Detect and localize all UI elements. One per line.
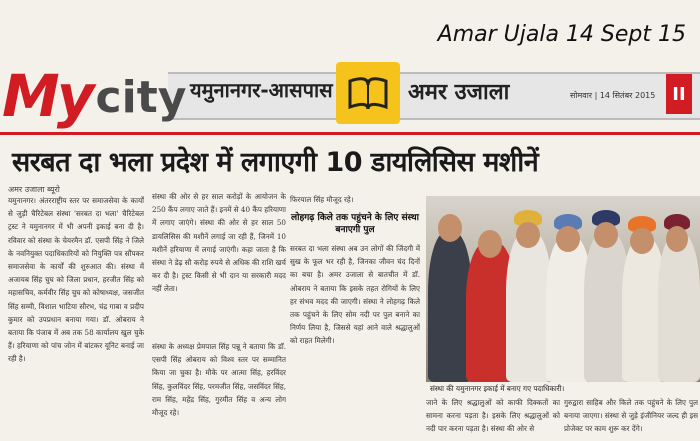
photo-caption: संस्था की यमुनानगर इकाई में बनाए गए पदाधिकारी।	[430, 384, 565, 393]
byline: अमर उजाला ब्यूरो	[8, 185, 60, 194]
article-column-2: संस्था की ओर से हर साल करोड़ों के आयोजन के 250 कैंप लगाए जाते हैं। इनमें से 40 कैंप हरियाणा में लगाए जाएंगे। संस्था की ओर से हर साल 50 डायलिसिस की मशीनें लगाई जा रही हैं, जिनमें 10 मशीनें हरियाणा में लगाई जाएंगी। कहा जाता है कि संस्था ने डेढ़ सौ करोड़ रुपये से अधिक की राशि खर्च कर दी है। ट्रस्ट किसी से भी दान या सरकारी मदद नहीं लेता।	[152, 192, 286, 294]
photo-person-head	[630, 228, 654, 254]
photo-person	[658, 234, 700, 382]
brand-my: My	[2, 62, 92, 130]
region-label: यमुनानगर-आसपास	[190, 78, 333, 102]
brand-city: city	[95, 72, 187, 123]
photo-person-head	[438, 214, 462, 242]
article-column-5: गुरुद्वारा साहिब और किले तक पहुंचने के लिए पुल बनाया जाएगा। संस्था से जुड़े इंजीनियर जल्द ही इस प्रोजेक्ट पर काम शुरू कर देंगे।	[564, 398, 698, 434]
logo-emblem-icon	[346, 73, 390, 113]
photo-person-head	[516, 222, 540, 248]
photo-person-head	[666, 226, 688, 252]
photo-person-head	[594, 222, 618, 248]
page-number: II	[666, 74, 692, 114]
amar-ujala-logo-icon	[336, 62, 400, 124]
photo-person-head	[478, 230, 502, 258]
masthead	[0, 58, 700, 130]
group-photo	[426, 196, 700, 382]
clipping-source-caption: Amar Ujala 14 Sept 15	[437, 22, 686, 47]
sub-headline: लोहगढ़ किले तक पहुंचने के लिए संस्था बनाएगी पुल	[291, 213, 419, 235]
paper-name: अमर उजाला	[408, 80, 510, 105]
masthead-rule	[0, 132, 700, 135]
article-headline: सरबत दा भला प्रदेश में लगाएगी 10 डायलिसिस मशीनें	[12, 147, 539, 178]
mycity-logo	[2, 60, 187, 130]
dateline: सोमवार | 14 सितंबर 2015	[570, 91, 656, 100]
article-column-3: फिरयाल सिंह मौजूद रहे।	[290, 195, 354, 204]
article-column-2-cont: संस्था के अध्यक्ष प्रेमपाल सिंह पन्नू ने बताया कि डॉ. एसपी सिंह ओबराय को विश्व स्तर पर सम्मानित किया जा चुका है। मौके पर आत्मा सिंह, हरविंदर सिंह, कुलविंदर सिंह, परमजीत सिंह, जसविंदर सिंह, राम सिंह, महेंद्र सिंह, गुरमीत सिंह व अन्य लोग मौजूद रहे।	[152, 342, 286, 418]
photo-person-head	[556, 226, 580, 252]
article-column-4: जाने के लिए श्रद्धालुओं को काफी दिक्कतों का सामना करना पड़ता है। इसके लिए श्रद्धालुओं को नदी पार करना पड़ता है। संस्था की ओर से	[426, 398, 560, 434]
article-column-3-cont: सरबत दा भला संस्था अब उन लोगों की जिंदगी में सुख के फूल भर रही है, जिनका जीवन चंद दिनों का बचा है। अमर उजाला से बातचीत में डॉ. ओबराय ने बताया कि इसके तहत रोगियों के लिए हर संभव मदद की जाएगी। संस्था ने लोहगढ़ किले तक पहुंचने के लिए सोम नदी पर पुल बनाने का निर्णय लिया है, जिससे यहां आने वाले श्रद्धालुओं को राहत मिलेगी।	[290, 244, 420, 346]
article-column-1: यमुनानगर। अंतरराष्ट्रीय स्तर पर समाजसेवा के कार्यों से जुड़ी चैरिटेबल संस्था 'सरबत दा भला' चैरिटेबल ट्रस्ट ने यमुनानगर में भी अपनी इकाई बना दी है। रविवार को संस्था के चेयरमैन डॉ. एसपी सिंह ने जिले के नवनियुक्त पदाधिकारियों को नियुक्ति पत्र सौंपकर समाजसेवा के कार्यों की शुरुआत की। संस्था में अजायब सिंह चुघ को जिला प्रधान, हरजीत सिंह को महासचिव, कर्मवीर सिंह चुघ को कोषाध्यक्ष, जसजीत सिंह सम्मी, विशाल भाटिया सौरभ, चंद्र गाबा व प्रदीप कुमार को उपप्रधान बनाया गया। डॉ. ओबराय ने बताया कि पंजाब में अब तक 58 कार्यालय खुल चुके हैं। हरियाणा को पांच जोन में बांटकर यूनिट बनाई जा रही है।	[8, 196, 144, 364]
